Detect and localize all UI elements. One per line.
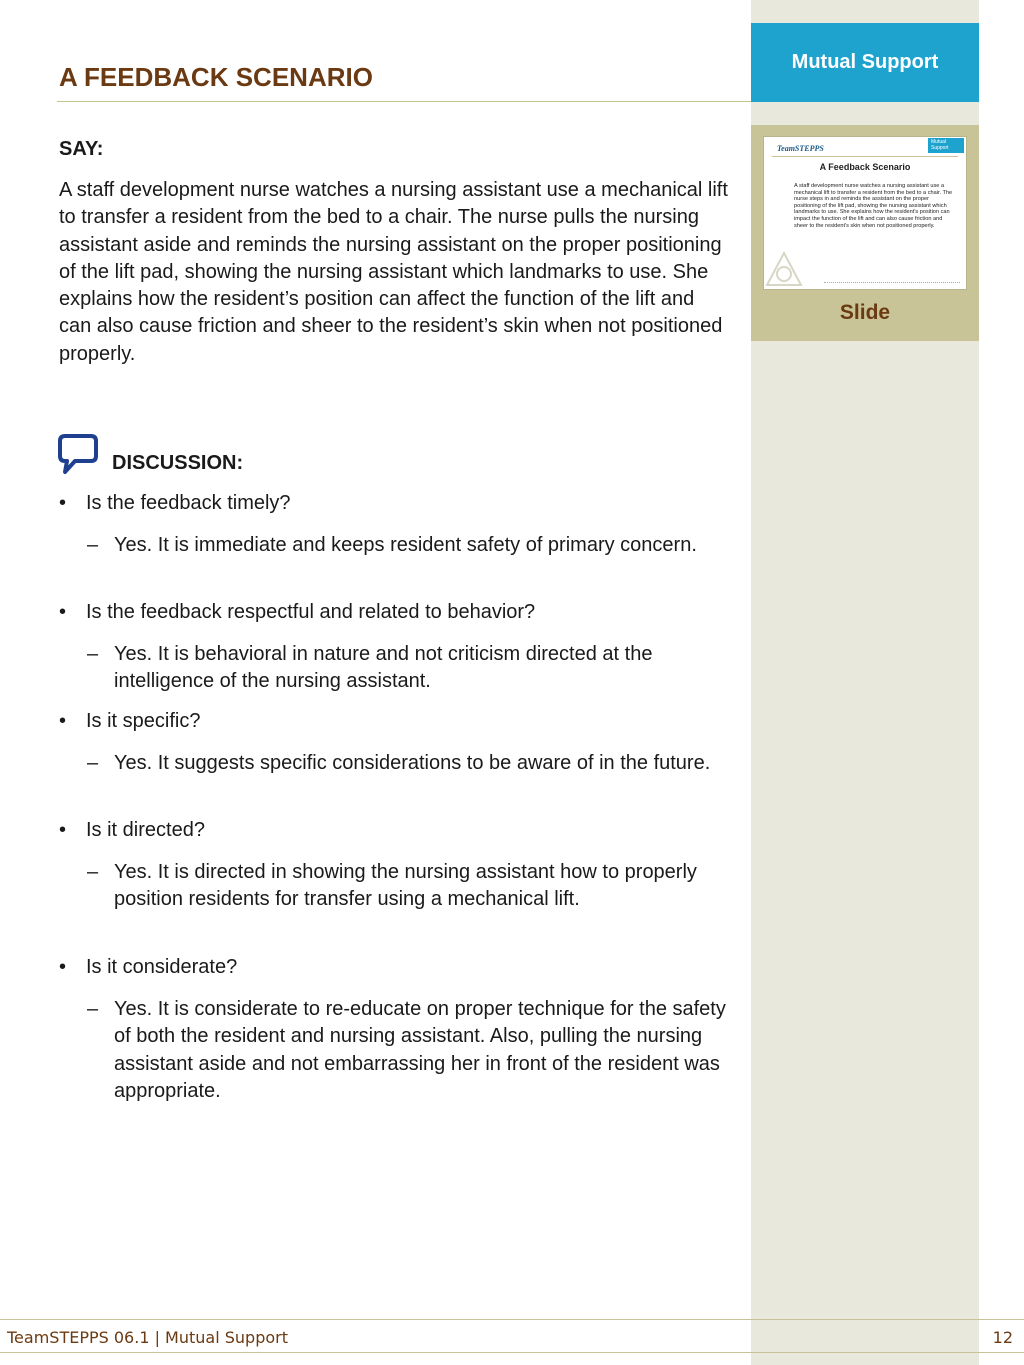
discussion-label: DISCUSSION: [112,452,244,474]
bullet-icon: • [59,956,67,978]
dash-icon: – [87,998,99,1020]
question-text: Is the feedback timely? [86,492,291,514]
answer-text: Yes. It suggests specific considerations to be aware of in the future. [114,752,711,774]
say-text: A staff development nurse watches a nursing assistant use a mechanical lift to transfer a resident from the bed to a chair. The nurse pulls the nursing assistant aside and reminds the nursing assistant on the proper positioning of the lift pad, showing the nursing assistant which landmarks to use. She explains how the resident’s position can affect the function of the lift and can also cause friction and sheer to the resident’s skin when not positioned properly. [59,179,728,365]
footer-course-label: TeamSTEPPS 06.1 | Mutual Support [7,1328,288,1347]
title-divider [57,101,751,102]
bullet-icon: • [59,601,67,623]
thumbnail-brand: TeamSTEPPS [777,144,824,153]
bullet-icon: • [59,819,67,841]
question-text: Is the feedback respectful and related to behavior? [86,601,536,623]
dash-icon: – [87,861,99,883]
slide-thumbnail-panel [751,125,979,341]
thumbnail-title: A Feedback Scenario [819,162,911,172]
answer-item [87,750,727,777]
footer-divider-bottom [0,1352,1024,1353]
answer-text: Yes. It is immediate and keeps resident safety of primary concern. [114,534,697,556]
answer-text: Yes. It is directed in showing the nursing assistant how to properly position residents for transfer using a mechanical lift. [114,861,697,911]
answer-item [87,859,727,914]
thumbnail-body: A staff development nurse watches a nursing assistant use a mechanical lift to transfer a resident from the bed to a chair. The nurse steps in and reminds the assistant on the proper positioning of the lift pad, showing the nursing assistant which landmarks to use. She explains how the resident's position can impact the function of the lift and can also cause friction and sheer to the resident's skin when not positioned properly. [794,183,953,229]
say-label: SAY: [59,138,104,160]
teamstepps-logo-icon [764,249,804,290]
page-title: A FEEDBACK SCENARIO [59,62,373,92]
bullet-icon: • [59,492,67,514]
footer-divider [0,1319,1024,1320]
answer-item [87,641,727,696]
thumbnail-section-tab: Mutual Support [928,138,964,153]
page-number: 12 [992,1328,1013,1347]
thumbnail-footer-rule [824,282,960,285]
answer-item [87,532,727,559]
dash-icon: – [87,534,99,556]
question-text: Is it considerate? [86,956,238,978]
question-text: Is it directed? [86,819,205,841]
question-text: Is it specific? [86,710,201,732]
dash-icon: – [87,643,99,665]
slide-thumbnail [763,136,967,290]
answer-item [87,996,727,1105]
section-tab: Mutual Support [751,23,979,102]
thumbnail-rule [772,156,958,157]
speech-bubble-icon [56,432,100,478]
bullet-icon: • [59,710,67,732]
dash-icon: – [87,752,99,774]
answer-text: Yes. It is behavioral in nature and not criticism directed at the intelligence of the nursing assistant. [114,643,653,693]
answer-text: Yes. It is considerate to re-educate on proper technique for the safety of both the resident and nursing assistant. Also, pulling the nursing assistant aside and not embarrassing her in front of the resident was appropriate. [114,998,726,1102]
slide-label: Slide [839,301,891,324]
